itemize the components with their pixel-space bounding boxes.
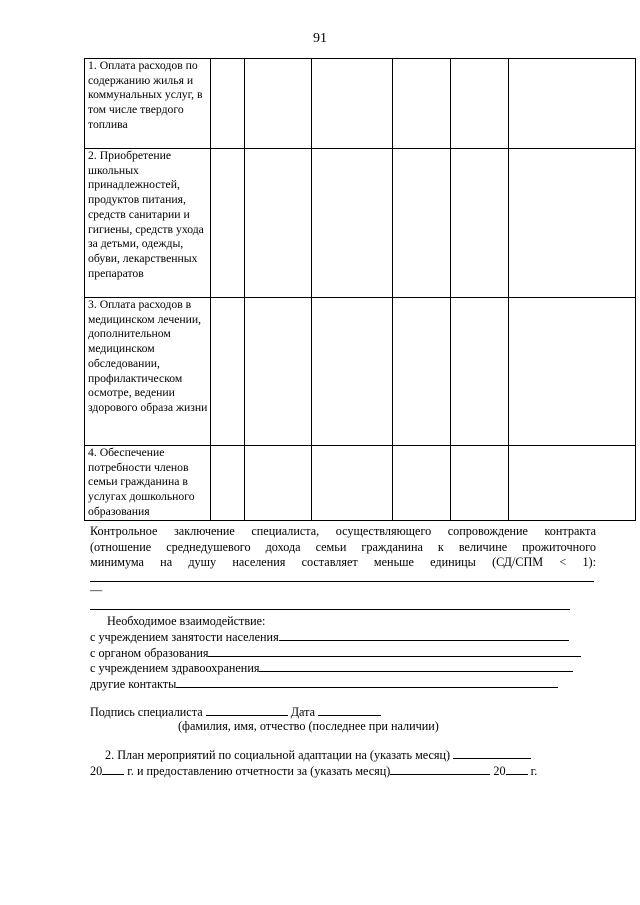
conclusion-fill-line[interactable] <box>90 609 570 610</box>
table-cell[interactable] <box>312 298 393 446</box>
report-year-suffix: г. <box>530 764 538 778</box>
report-year-field[interactable] <box>506 763 528 775</box>
signature-label: Подпись специалиста <box>90 705 203 719</box>
expense-table <box>84 58 636 521</box>
interaction-health-field[interactable] <box>259 660 573 672</box>
report-month-field[interactable] <box>390 763 490 775</box>
signature-row <box>90 704 381 720</box>
interaction-education <box>90 645 581 661</box>
report-year-prefix: 20 <box>493 764 506 778</box>
conclusion-line-1: Контрольное заключение специалиста, осуществляющего сопровождение контракта <box>90 524 596 538</box>
plan-month-field[interactable] <box>453 747 531 759</box>
table-cell[interactable] <box>393 149 451 298</box>
plan-line-1 <box>105 747 580 763</box>
interaction-health-label: с учреждением здравоохранения <box>90 661 260 675</box>
table-cell[interactable] <box>393 298 451 446</box>
table-row <box>85 298 636 446</box>
table-row <box>85 149 636 298</box>
table-cell[interactable] <box>211 298 245 446</box>
page-number: 91 <box>313 31 327 46</box>
table-cell[interactable] <box>509 298 636 446</box>
table-cell[interactable] <box>245 149 312 298</box>
row-label: 1. Оплата расходов по содержанию жилья и коммунальных услуг, в том числе твердого топлива <box>85 59 211 149</box>
table-cell[interactable] <box>312 446 393 521</box>
table-cell[interactable] <box>211 59 245 149</box>
table-row <box>85 59 636 149</box>
table-row <box>85 446 636 521</box>
conclusion-fill-line[interactable] <box>90 581 594 582</box>
interaction-employment-field[interactable] <box>279 629 569 641</box>
table-cell[interactable] <box>393 446 451 521</box>
signature-caption: (фамилия, имя, отчество (последнее при наличии) <box>178 719 439 733</box>
table-cell[interactable] <box>451 59 509 149</box>
date-label: Дата <box>290 705 315 719</box>
plan-text-2: г. и предоставлению отчетности за (указать месяц) <box>127 764 391 778</box>
table-cell[interactable] <box>211 149 245 298</box>
interaction-heading: Необходимое взаимодействие: <box>107 614 266 628</box>
row-label: 2. Приобретение школьных принадлежностей, продуктов питания, средств санитарии и гигиены, средств ухода за детьми, одежды, обуви, лекарственных препаратов <box>85 149 211 298</box>
table-cell[interactable] <box>312 149 393 298</box>
interaction-employment-label: с учреждением занятости населения <box>90 630 279 644</box>
plan-text-1: 2. План мероприятий по социальной адаптации на (указать месяц) <box>105 748 451 762</box>
table-cell[interactable] <box>393 59 451 149</box>
interaction-other-label: другие контакты <box>90 677 177 691</box>
plan-year-field[interactable] <box>102 763 124 775</box>
table-cell[interactable] <box>211 446 245 521</box>
interaction-other-field[interactable] <box>176 676 558 688</box>
conclusion-line-3: минимума на душу населения составляет меньше единицы (СД/СПМ < 1): <box>90 555 596 569</box>
table-cell[interactable] <box>509 59 636 149</box>
plan-year-prefix: 20 <box>90 764 103 778</box>
conclusion-line-2: (отношение среднедушевого дохода семьи гражданина к величине прожиточного <box>90 540 596 554</box>
conclusion-dash: — <box>90 583 103 597</box>
table-cell[interactable] <box>451 446 509 521</box>
table-cell[interactable] <box>312 59 393 149</box>
table-cell[interactable] <box>451 149 509 298</box>
interaction-other <box>90 676 558 692</box>
date-field[interactable] <box>318 704 381 716</box>
table-cell[interactable] <box>245 298 312 446</box>
row-label: 3. Оплата расходов в медицинском лечении, дополнительном медицинском обследовании, профилактическом осмотре, ведении здорового образа жизни <box>85 298 211 446</box>
table-cell[interactable] <box>451 298 509 446</box>
table-cell[interactable] <box>245 59 312 149</box>
interaction-education-label: с органом образования <box>90 646 209 660</box>
table-cell[interactable] <box>245 446 312 521</box>
row-label: 4. Обеспечение потребности членов семьи гражданина в услугах дошкольного образования <box>85 446 211 521</box>
table-cell[interactable] <box>509 446 636 521</box>
signature-field[interactable] <box>206 704 288 716</box>
interaction-health <box>90 660 573 676</box>
interaction-employment <box>90 629 569 645</box>
plan-line-2 <box>90 763 537 779</box>
table-cell[interactable] <box>509 149 636 298</box>
interaction-education-field[interactable] <box>208 645 581 657</box>
